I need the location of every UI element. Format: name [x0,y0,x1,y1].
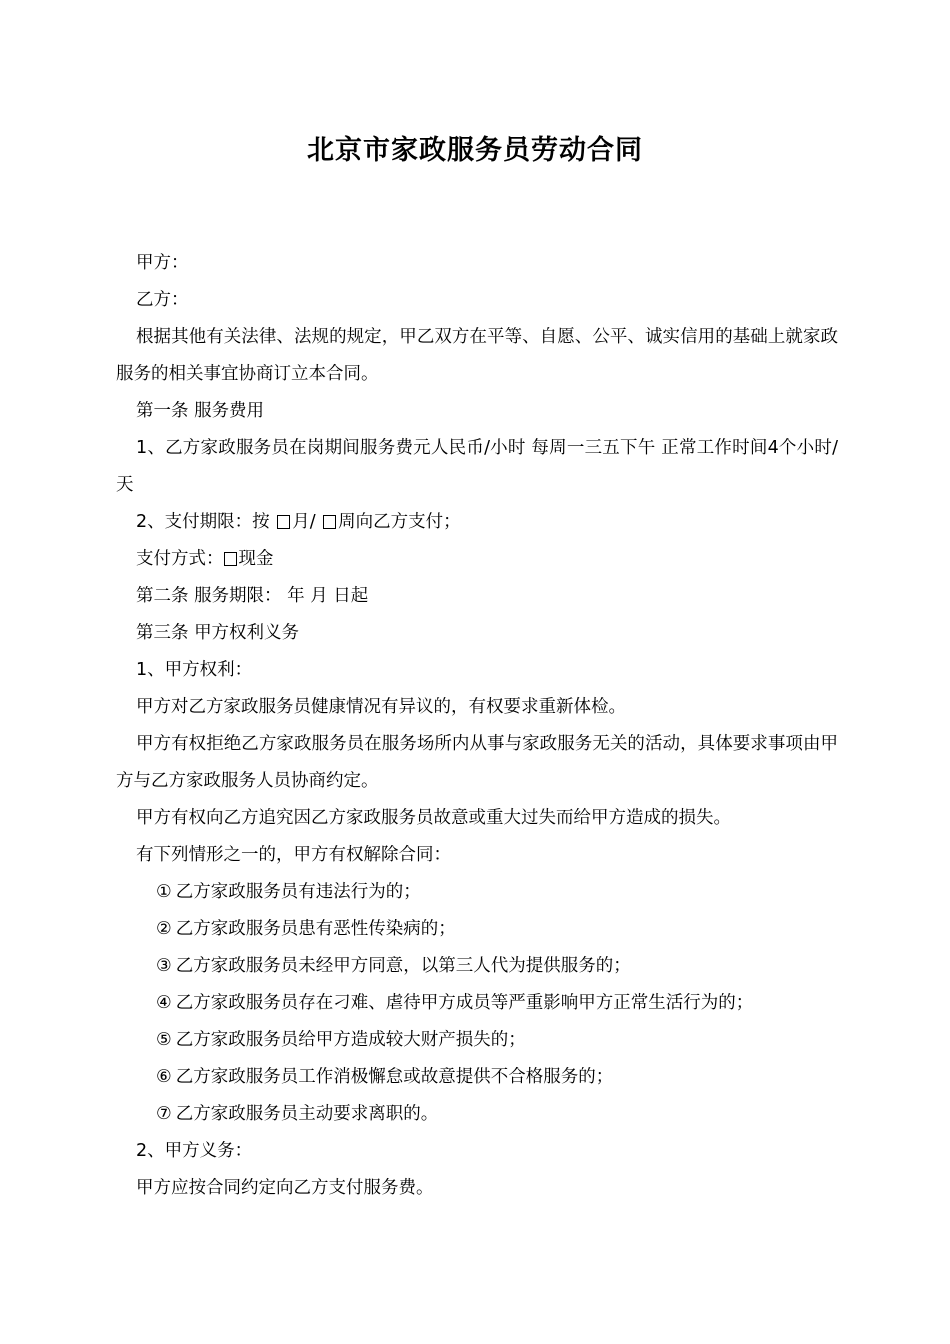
termination-item [116,874,838,911]
termination-item [116,1022,838,1059]
termination-text: 乙方家政服务员给甲方造成较大财产损失的； [175,1030,526,1050]
party-a-line: 甲方： [136,253,189,273]
article-1-item-1: 1、乙方家政服务员在岗期间服务费元人民币/小时 每周一三五下午 正常工作时间4个小时/天 [116,438,838,495]
duty-1: 甲方应按合同约定向乙方支付服务费。 [136,1178,434,1198]
termination-number: ① [156,882,172,902]
termination-item [116,985,838,1022]
termination-text: 乙方家政服务员患有恶性传染病的； [175,919,456,939]
document-body [116,245,838,1207]
monthly-checkbox[interactable] [277,515,290,529]
right-3: 甲方有权向乙方追究因乙方家政服务员故意或重大过失而给甲方造成的损失。 [136,808,731,828]
termination-intro: 有下列情形之一的，甲方有权解除合同： [136,845,451,865]
termination-number: ⑦ [156,1104,172,1124]
termination-item [116,911,838,948]
article-3-heading: 第三条 甲方权利义务 [136,623,300,643]
termination-number: ② [156,919,172,939]
party-b-line: 乙方： [136,290,189,310]
termination-number: ⑤ [156,1030,172,1050]
article-1-item-2 [116,504,838,541]
termination-number: ⑥ [156,1067,172,1087]
right-1: 甲方对乙方家政服务员健康情况有异议的，有权要求重新体检。 [136,697,626,717]
termination-number: ④ [156,993,172,1013]
payment-term-prefix: 2、支付期限：按 [136,512,276,532]
monthly-label: 月/ [292,512,322,532]
payment-method-line [116,541,838,578]
termination-text: 乙方家政服务员工作消极懈怠或故意提供不合格服务的； [175,1067,614,1087]
termination-number: ③ [156,956,172,976]
article-1-heading: 第一条 服务费用 [136,401,265,421]
termination-item [116,948,838,985]
termination-text: 乙方家政服务员有违法行为的； [175,882,421,902]
document-title: 北京市家政服务员劳动合同 [307,135,643,166]
termination-item [116,1096,838,1133]
cash-checkbox[interactable] [224,552,237,566]
right-2: 甲方有权拒绝乙方家政服务员在服务场所内从事与家政服务无关的活动，具体要求事项由甲方与乙方家政服务人员协商约定。 [116,734,838,791]
duties-heading: 2、甲方义务： [136,1141,253,1161]
preamble-paragraph: 根据其他有关法律、法规的规定，甲乙双方在平等、自愿、公平、诚实信用的基础上就家政服务的相关事宜协商订立本合同。 [116,327,838,384]
termination-item [116,1059,838,1096]
cash-label: 现金 [238,549,274,569]
termination-text: 乙方家政服务员存在刁难、虐待甲方成员等严重影响甲方正常生活行为的； [175,993,754,1013]
article-2-heading: 第二条 服务期限： 年 月 日起 [136,586,369,606]
termination-text: 乙方家政服务员未经甲方同意，以第三人代为提供服务的； [175,956,631,976]
rights-heading: 1、甲方权利： [136,660,253,680]
payment-method-prefix: 支付方式： [136,549,224,569]
weekly-label: 周向乙方支付； [338,512,461,532]
termination-text: 乙方家政服务员主动要求离职的。 [175,1104,439,1124]
weekly-checkbox[interactable] [323,515,336,529]
